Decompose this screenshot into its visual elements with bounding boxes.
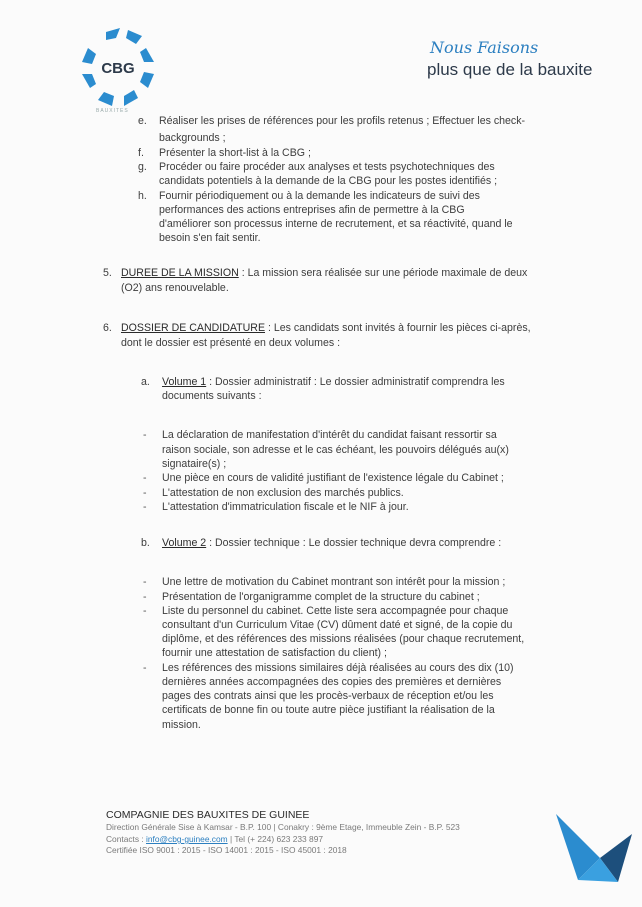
footer-certified: Certifiée ISO 9001 : 2015 - ISO 14001 : 2015 - ISO 45001 : 2018	[106, 845, 347, 855]
section6-title: DOSSIER DE CANDIDATURE	[121, 322, 266, 334]
vol1-item-1-line-1: La déclaration de manifestation d'intérêt du candidat faisant ressortir sa	[162, 429, 497, 441]
bullet-dash: -	[143, 576, 147, 588]
bullet-dash: -	[143, 429, 147, 441]
footer-contacts	[106, 834, 323, 845]
vol2-item-2: Présentation de l'organigramme complet de la structure du cabinet ;	[162, 591, 480, 603]
volume1-text: : Dossier administratif : Le dossier administratif comprendra les	[206, 376, 505, 388]
section6-line-1	[121, 321, 531, 335]
item-h-line-1: Fournir périodiquement ou à la demande les indicateurs de suivi des	[159, 190, 480, 202]
vol2-item-4-line-3: pages des contrats ainsi que les procès-verbaux de réception et/ou les	[162, 690, 494, 702]
vol2-item-3-line-1: Liste du personnel du cabinet. Cette liste sera accompagnée pour chaque	[162, 605, 509, 617]
volume1-title: Volume 1	[162, 376, 207, 388]
section5-title: DUREE DE LA MISSION	[121, 267, 239, 279]
logo-text: CBG	[101, 60, 135, 77]
volume-marker: b.	[141, 537, 150, 549]
item-marker: h.	[138, 190, 147, 202]
volume-marker: a.	[141, 376, 150, 388]
volume2-line-1	[162, 536, 501, 550]
item-e-line-2: backgrounds ;	[159, 132, 226, 144]
cbg-logo	[76, 26, 160, 110]
vol1-item-4: L'attestation d'immatriculation fiscale et le NIF à jour.	[162, 501, 409, 513]
vol2-item-4-line-1: Les références des missions similaires déjà réalisées au cours des dix (10)	[162, 662, 514, 674]
item-e-line-1: Réaliser les prises de références pour les profils retenus ; Effectuer les check-	[159, 115, 526, 127]
tagline-script: Nous Faisons	[430, 38, 539, 57]
phone-number: | Tel (+ 224) 623 233 897	[227, 834, 324, 844]
item-h-line-3: d'améliorer son processus interne de recrutement, et sa réactivité, quand le	[159, 218, 513, 230]
item-g-line-2: candidats potentiels à la demande de la CBG pour les postes identifiés ;	[159, 175, 498, 187]
vol2-item-4-line-2: dernières années accompagnées des copies des premières et dernières	[162, 676, 502, 688]
section-number: 5.	[103, 267, 112, 279]
vol2-item-3-line-2: consultant d'un Curriculum Vitae (CV) dûment daté et signé, de la copie du	[162, 619, 513, 631]
volume1-line-1	[162, 375, 505, 389]
item-h-line-4: besoin s'en fait sentir.	[159, 232, 261, 244]
email-link[interactable]: info@cbg-guinee.com	[146, 834, 228, 844]
vol1-item-2: Une pièce en cours de validité justifiant de l'existence légale du Cabinet ;	[162, 472, 504, 484]
vol2-item-1: Une lettre de motivation du Cabinet montrant son intérêt pour la mission ;	[162, 576, 506, 588]
section5-text: : La mission sera réalisée sur une période maximale de deux	[238, 267, 528, 279]
tagline-main: plus que de la bauxite	[427, 60, 593, 79]
bullet-dash: -	[143, 605, 147, 617]
item-marker: e.	[138, 115, 147, 127]
bullet-dash: -	[143, 487, 147, 499]
bullet-dash: -	[143, 591, 147, 603]
item-marker: g.	[138, 161, 147, 173]
bullet-dash: -	[143, 501, 147, 513]
logo-caption: BAUXITES	[96, 108, 129, 114]
corner-decoration	[548, 800, 642, 907]
item-g-line-1: Procéder ou faire procéder aux analyses et tests psychotechniques des	[159, 161, 495, 173]
vol1-item-1-line-3: signataire(s) ;	[162, 458, 227, 470]
vol2-item-4-line-4: certificats de bonne fin ou toute autre pièce justifiant la réalisation de la	[162, 704, 495, 716]
item-h-line-2: performances des actions entreprises afin de permettre à la CBG	[159, 204, 465, 216]
footer-company: COMPAGNIE DES BAUXITES DE GUINEE	[106, 809, 310, 821]
item-marker: f.	[138, 147, 144, 159]
vol1-item-3: L'attestation de non exclusion des marchés publics.	[162, 487, 404, 499]
vol1-item-1-line-2: raison sociale, son adresse et le cas échéant, les pouvoirs délégués au(x)	[162, 444, 509, 456]
bullet-dash: -	[143, 472, 147, 484]
vol2-item-3-line-4: fournir une attestation de satisfaction du client) ;	[162, 647, 387, 659]
volume2-text: : Dossier technique : Le dossier technique devra comprendre :	[206, 537, 502, 549]
section6-line-2: dont le dossier est présenté en deux volumes :	[121, 337, 341, 349]
bullet-dash: -	[143, 662, 147, 674]
contacts-label: Contacts :	[106, 834, 147, 844]
section5-line-1	[121, 266, 527, 280]
section5-line-2: (O2) ans renouvelable.	[121, 282, 229, 294]
item-f-line-1: Présenter la short-list à la CBG ;	[159, 147, 311, 159]
section-number: 6.	[103, 322, 112, 334]
section6-text: : Les candidats sont invités à fournir les pièces ci-après,	[265, 322, 531, 334]
volume1-line-2: documents suivants :	[162, 390, 262, 402]
volume2-title: Volume 2	[162, 537, 207, 549]
vol2-item-3-line-3: diplôme, et des références des missions réalisées (pour chaque recrutement,	[162, 633, 525, 645]
footer-address: Direction Générale Sise à Kamsar - B.P. 100 | Conakry : 9ème Etage, Immeuble Zein - B.P. 523	[106, 822, 460, 832]
vol2-item-4-line-5: mission.	[162, 719, 201, 731]
